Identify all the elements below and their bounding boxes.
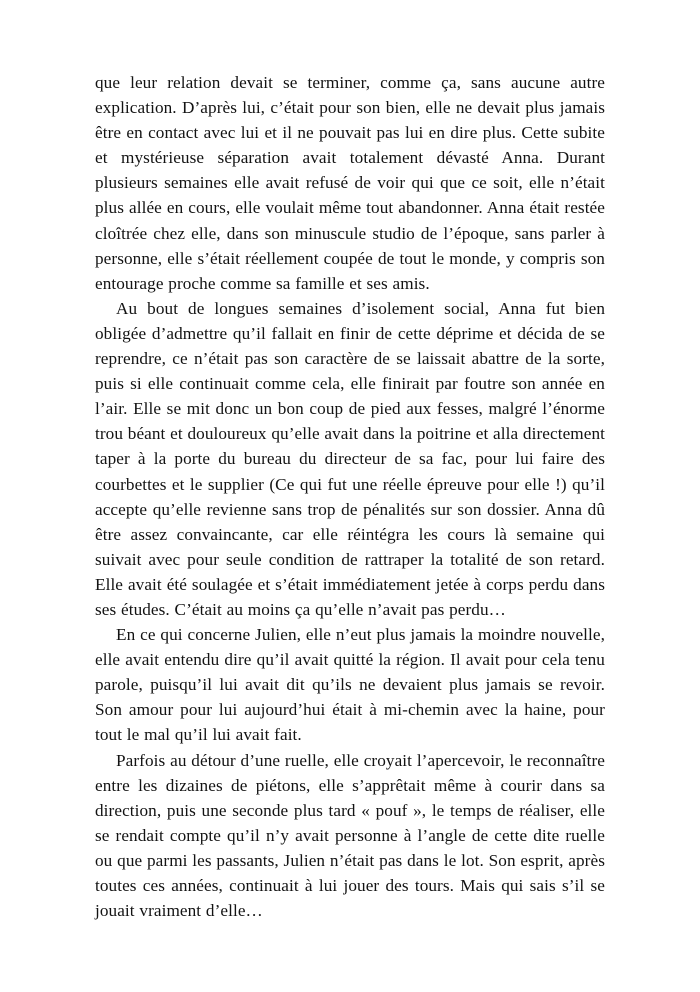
paragraph-4: Parfois au détour d’une ruelle, elle croyait l’apercevoir, le reconnaître entre les dizaines de piétons, elle s’apprêtait même à courir dans sa direction, puis une seconde plus tard « pouf », le temps de réaliser, elle se rendait compte qu’il n’y avait personne à l’angle de cette dite ruelle ou que parmi les passants, Julien n’était pas dans le lot. Son esprit, après toutes ces années, continuait à lui jouer des tours. Mais qui sais s’il se jouait vraiment d’elle… <box>95 750 605 921</box>
paragraph-2: Au bout de longues semaines d’isolement social, Anna fut bien obligée d’admettre qu’il fallait en finir de cette déprime et décida de se reprendre, ce n’était pas son caractère de se laissait abattre de la sorte, puis si elle continuait comme cela, elle finirait par foutre son année en l’air. Elle se mit donc un bon coup de pied aux fesses, malgré l’énorme trou béant et douloureux qu’elle avait dans la poitrine et alla directement taper à la porte du bureau du directeur de sa fac, pour lui faire des courbettes et le supplier (Ce qui fut une réelle épreuve pour elle !) qu’il accepte qu’elle revienne sans trop de pénalités sur son dossier. Anna dû être assez convaincante, car elle réintégra les cours là semaine qui suivait avec pour seule condition de rattraper la totalité de son retard. Elle avait été soulagée et s’était immédiatement jetée à corps perdu dans ses études. C’était au moins ça qu’elle n’avait pas perdu… <box>95 298 605 619</box>
paragraph-1: que leur relation devait se terminer, comme ça, sans aucune autre explication. D’après lui, c’était pour son bien, elle ne devait plus jamais être en contact avec lui et il ne pouvait pas lui en dire plus. Cette subite et mystérieuse séparation avait totalement dévasté Anna. Durant plusieurs semaines elle avait refusé de voir qui que ce soit, elle n’était plus allée en cours, elle voulait même tout abandonner. Anna était restée cloîtrée chez elle, dans son minuscule studio de l’époque, sans parler à personne, elle s’était réellement coupée de tout le monde, y compris son entourage proche comme sa famille et ses amis. <box>95 73 605 293</box>
paragraph-3: En ce qui concerne Julien, elle n’eut plus jamais la moindre nouvelle, elle avait entendu dire qu’il avait quitté la région. Il avait pour cela tenu parole, puisqu’il lui avait dit qu’ils ne devaient plus jamais se revoir. Son amour pour lui aujourd’hui était à mi-chemin avec la haine, pour tout le mal qu’il lui avait fait. <box>95 625 605 745</box>
body-text-block <box>95 70 605 923</box>
